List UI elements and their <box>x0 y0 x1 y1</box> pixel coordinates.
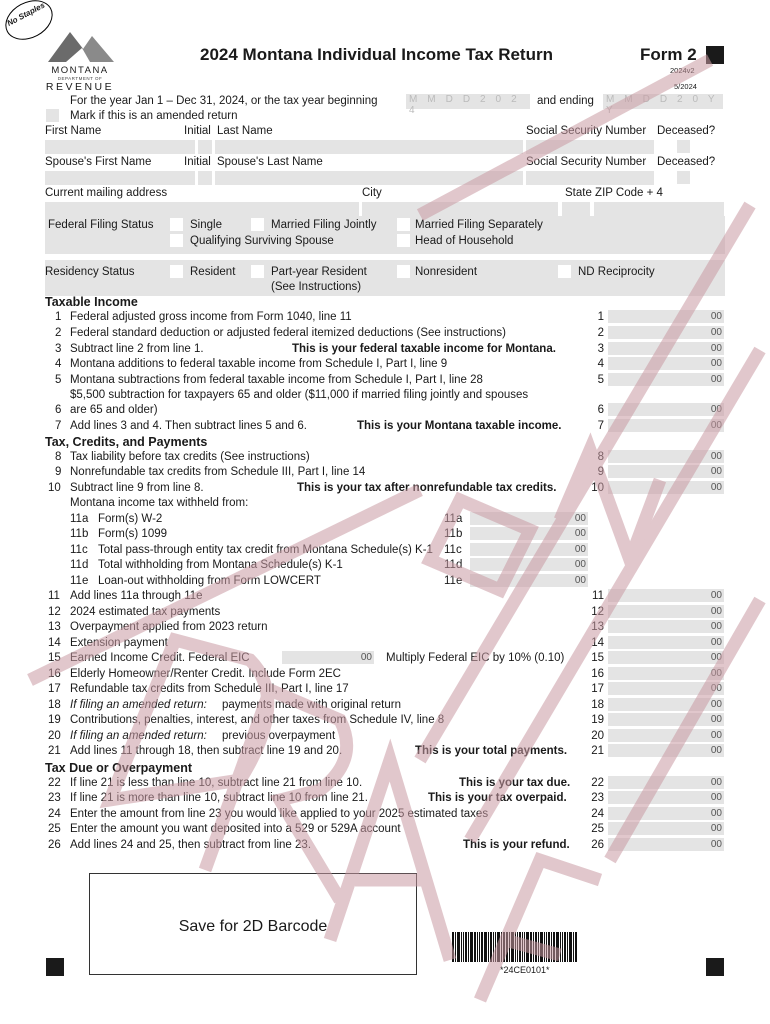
line-9-right-number: 9 <box>597 466 604 478</box>
line-15-text: Earned Income Credit. Federal EIC <box>70 652 250 664</box>
line-8-right-number: 8 <box>597 451 604 463</box>
mfs-checkbox[interactable] <box>397 218 410 231</box>
line-8-number: 8 <box>55 451 62 463</box>
line-11e-cents: 00 <box>574 575 586 586</box>
line-20-text: previous overpayment <box>222 730 336 742</box>
line-10-text: Subtract line 9 from line 8. <box>70 482 204 494</box>
line-11e-inner-number: 11e <box>444 575 463 587</box>
spouse-ssn-field[interactable] <box>526 171 654 185</box>
line-11c-inner-number: 11c <box>444 544 462 556</box>
first-name-field[interactable] <box>45 140 195 154</box>
address-label: Current mailing address <box>45 187 168 199</box>
single-label: Single <box>190 219 222 231</box>
end-date-input[interactable]: M M D D 2 0 Y Y <box>603 94 723 109</box>
line-2-right-number: 2 <box>597 327 604 339</box>
nd-reciprocity-checkbox[interactable] <box>558 265 571 278</box>
line-11c-text: Total pass-through entity tax credit from Montana Schedule(s) K-1 <box>98 544 433 556</box>
corner-mark-bottom-right <box>706 958 724 976</box>
line-2-text: Federal standard deduction or adjusted federal itemized deductions (See instructions) <box>70 327 506 339</box>
line-13-text: Overpayment applied from 2023 return <box>70 621 268 633</box>
barcode-bar <box>470 932 473 962</box>
barcode-bar <box>522 932 523 962</box>
line-11b-inner-number: 11b <box>444 528 463 540</box>
line-16-text: Elderly Homeowner/Renter Credit. Include Form 2EC <box>70 668 341 680</box>
line-18-number: 18 <box>48 699 61 711</box>
hoh-checkbox[interactable] <box>397 234 410 247</box>
line-3-text: Subtract line 2 from line 1. <box>70 343 204 355</box>
barcode-bar <box>553 932 555 962</box>
line-11-right-number: 11 <box>592 590 604 602</box>
line-2-cents: 00 <box>710 327 722 338</box>
last-name-label: Last Name <box>217 125 273 137</box>
section-taxable-income: Taxable Income <box>45 295 138 309</box>
zip-field[interactable] <box>594 202 724 216</box>
barcode-bar <box>560 932 561 962</box>
ssn-label: Social Security Number <box>526 125 647 137</box>
barcode-bar <box>530 932 532 962</box>
spouse-ssn-label: Social Security Number <box>526 156 647 168</box>
line-3-right-number: 3 <box>597 343 604 355</box>
spouse-last-label: Spouse's Last Name <box>217 156 323 168</box>
city-label: City <box>362 187 382 199</box>
line-24-text: Enter the amount from line 23 you would like applied to your 2025 estimated taxes <box>70 808 489 820</box>
mfj-checkbox[interactable] <box>251 218 264 231</box>
barcode-bar <box>465 932 467 962</box>
line-26-number: 26 <box>48 839 61 851</box>
barcode-bar <box>562 932 563 962</box>
barcode-bar <box>556 932 559 962</box>
line-9-cents: 00 <box>710 466 722 477</box>
line-1-cents: 00 <box>710 311 722 322</box>
line-15-text-2: Multiply Federal EIC by 10% (0.10) <box>386 652 565 664</box>
spouse-initial-field[interactable] <box>198 171 212 185</box>
line-5-cents: 00 <box>710 374 722 385</box>
barcode-bar <box>509 932 510 962</box>
line-11c-cents: 00 <box>574 544 586 555</box>
initial-label: Initial <box>184 125 211 137</box>
line-14-cents: 00 <box>710 637 722 648</box>
resident-label: Resident <box>190 266 236 278</box>
line-12-cents: 00 <box>710 606 722 617</box>
barcode-bar <box>477 932 478 962</box>
mfs-label: Married Filing Separately <box>415 219 543 231</box>
barcode-bar <box>546 932 547 962</box>
barcode-bar <box>540 932 543 962</box>
barcode-bar <box>503 932 505 962</box>
line-11-add-text: Add lines 11a through 11e <box>70 590 203 602</box>
line-24-cents: 00 <box>710 808 722 819</box>
line-1-text: Federal adjusted gross income from Form 1040, line 11 <box>70 311 352 323</box>
line-11a-num: 11a <box>70 513 89 525</box>
line-18-right-number: 18 <box>591 699 604 711</box>
barcode-bar <box>457 932 460 962</box>
part-year-checkbox[interactable] <box>251 265 264 278</box>
line-1-number: 1 <box>55 311 62 323</box>
line-7-cents: 00 <box>710 420 722 431</box>
barcode-icon <box>452 932 602 962</box>
line-3-cents: 00 <box>710 343 722 354</box>
single-checkbox[interactable] <box>170 218 183 231</box>
resident-checkbox[interactable] <box>170 265 183 278</box>
line-13-right-number: 13 <box>591 621 604 633</box>
barcode-bar <box>501 932 502 962</box>
form-number: Form 2 <box>640 45 697 64</box>
nd-reciprocity-label: ND Reciprocity <box>578 266 655 278</box>
qss-label: Qualifying Surviving Spouse <box>190 235 334 247</box>
line-11d-num: 11d <box>70 559 89 571</box>
line-25-number: 25 <box>48 823 61 835</box>
filing-status-label: Federal Filing Status <box>48 219 154 231</box>
barcode-bar <box>526 932 529 962</box>
line-16-right-number: 16 <box>591 668 604 680</box>
barcode-bar <box>474 932 476 962</box>
line-22-text: If line 21 is less than line 10, subtract line 21 from line 10. <box>70 777 363 789</box>
section-tax-due: Tax Due or Overpayment <box>45 761 193 775</box>
line-18-cents: 00 <box>710 699 722 710</box>
line-21-number: 21 <box>48 745 61 757</box>
line-20-italic: If filing an amended return: <box>70 730 207 742</box>
line-14-number: 14 <box>48 637 61 649</box>
line-26-emph: This is your refund. <box>463 839 570 851</box>
hoh-label: Head of Household <box>415 235 514 247</box>
line-14-text: Extension payment <box>70 637 168 649</box>
line-6-text: $5,500 subtraction for taxpayers 65 and older ($11,000 if married filing jointly and spouses <box>70 389 529 401</box>
line-16-cents: 00 <box>710 668 722 679</box>
line-6-text-2: are 65 and older) <box>70 404 158 416</box>
barcode-bar <box>511 932 514 962</box>
spouse-deceased-checkbox[interactable] <box>677 171 690 184</box>
barcode-bar <box>538 932 539 962</box>
line-6-number: 6 <box>55 404 62 416</box>
mfj-label: Married Filing Jointly <box>271 219 377 231</box>
barcode-bar <box>544 932 545 962</box>
line-6-cents: 00 <box>710 404 722 415</box>
barcode-bar <box>452 932 454 962</box>
line-19-right-number: 19 <box>591 714 604 726</box>
barcode-bar <box>573 932 574 962</box>
line-21-text: Add lines 11 through 18, then subtract line 19 and 20. <box>70 745 343 757</box>
initial-field[interactable] <box>198 140 212 154</box>
state-zip-label: State ZIP Code + 4 <box>565 187 663 199</box>
line-11c-num: 11c <box>70 544 88 556</box>
first-name-label: First Name <box>45 125 102 137</box>
line-9-number: 9 <box>55 466 62 478</box>
barcode-bar <box>468 932 469 962</box>
line-7-right-number: 7 <box>597 420 604 432</box>
line-23-emph: This is your tax overpaid. <box>428 792 567 804</box>
line-4-cents: 00 <box>710 358 722 369</box>
barcode-bar <box>495 932 496 962</box>
line-20-cents: 00 <box>710 730 722 741</box>
line-19-cents: 00 <box>710 714 722 725</box>
barcode-bar <box>564 932 566 962</box>
line-8-text: Tax liability before tax credits (See instructions) <box>70 451 310 463</box>
line-26-right-number: 26 <box>591 839 604 851</box>
line-7-text: Add lines 3 and 4. Then subtract lines 5 and 6. <box>70 420 307 432</box>
line-10-cents: 00 <box>710 482 722 493</box>
barcode-bar <box>535 932 537 962</box>
part-year-note: (See Instructions) <box>271 281 362 293</box>
line-11-cents: 00 <box>710 590 722 601</box>
barcode-bar <box>519 932 521 962</box>
line-11e-num: 11e <box>70 575 89 587</box>
barcode-bar <box>461 932 462 962</box>
barcode-bar <box>533 932 534 962</box>
line-1-right-number: 1 <box>597 311 604 323</box>
line-22-emph: This is your tax due. <box>459 777 571 789</box>
spouse-initial-label: Initial <box>184 156 211 168</box>
line-25-text: Enter the amount you want deposited into a 529 or 529A account <box>70 823 401 835</box>
barcode-text: *24CE0101* <box>500 965 550 975</box>
tax-year-label: For the year Jan 1 – Dec 31, 2024, or the tax year beginning <box>70 95 378 107</box>
spouse-first-label: Spouse's First Name <box>45 156 152 168</box>
line-7-emph: This is your Montana taxable income. <box>357 420 562 432</box>
barcode-bar <box>575 932 577 962</box>
line-10-number: 10 <box>48 482 61 494</box>
line-26-cents: 00 <box>710 839 722 850</box>
line-5-right-number: 5 <box>597 374 604 386</box>
line-23-right-number: 23 <box>591 792 604 804</box>
line-21-right-number: 21 <box>591 745 604 757</box>
watermark-letter-f <box>480 860 600 1000</box>
line-21-cents: 00 <box>710 745 722 756</box>
amended-label: Mark if this is an amended return <box>70 110 238 122</box>
barcode-bar <box>463 932 464 962</box>
line-4-text: Montana additions to federal taxable income from Schedule I, Part I, line 9 <box>70 358 448 370</box>
begin-date-input[interactable]: M M D D 2 0 2 4 <box>406 94 530 109</box>
barcode-bar <box>455 932 456 962</box>
barcode-placeholder-label: Save for 2D Barcode <box>178 918 328 935</box>
federal-eic-cents: 00 <box>360 652 372 663</box>
barcode-bar <box>490 932 492 962</box>
mountain-logo-icon <box>44 28 116 62</box>
barcode-bar <box>567 932 568 962</box>
line-11a-cents: 00 <box>574 513 586 524</box>
barcode-bar <box>569 932 572 962</box>
line-19-number: 19 <box>48 714 61 726</box>
city-field[interactable] <box>362 202 558 216</box>
line-12-number: 12 <box>48 606 61 618</box>
ssn-field[interactable] <box>526 140 654 154</box>
line-15-cents: 00 <box>710 652 722 663</box>
line-8-cents: 00 <box>710 451 722 462</box>
dor-logo <box>44 28 116 93</box>
barcode-bar <box>515 932 516 962</box>
line-18-text: payments made with original return <box>222 699 401 711</box>
line-22-cents: 00 <box>710 777 722 788</box>
barcode-bar <box>497 932 500 962</box>
logo-revenue: REVENUE <box>45 81 115 93</box>
section-tax-credits: Tax, Credits, and Payments <box>45 435 208 449</box>
line-21-emph: This is your total payments. <box>415 745 568 757</box>
barcode-bar <box>524 932 525 962</box>
part-year-label: Part-year Resident <box>271 266 367 278</box>
barcode-bar <box>517 932 518 962</box>
line-11b-cents: 00 <box>574 528 586 539</box>
line-23-cents: 00 <box>710 792 722 803</box>
state-field[interactable] <box>562 202 590 216</box>
line-12-text: 2024 estimated tax payments <box>70 606 221 618</box>
line-23-text: If line 21 is more than line 10, subtract line 10 from line 21. <box>70 792 368 804</box>
line-3-number: 3 <box>55 343 62 355</box>
logo-department: DEPARTMENT OF <box>57 76 103 81</box>
corner-mark <box>706 46 724 64</box>
line-24-right-number: 24 <box>591 808 604 820</box>
line-4-number: 4 <box>55 358 62 370</box>
barcode-bar <box>551 932 552 962</box>
line-9-text: Nonrefundable tax credits from Schedule III, Part I, line 14 <box>70 466 366 478</box>
line-5-number: 5 <box>55 374 62 386</box>
barcode-bar <box>484 932 487 962</box>
line-11a-text: Form(s) W-2 <box>98 513 163 525</box>
line-5-text: Montana subtractions from federal taxable income from Schedule I, Part I, line 28 <box>70 374 483 386</box>
line-11d-cents: 00 <box>574 559 586 570</box>
line-16-number: 16 <box>48 668 61 680</box>
line-13-cents: 00 <box>710 621 722 632</box>
line-11-number: 11 <box>48 590 60 602</box>
line-19-text: Contributions, penalties, interest, and other taxes from Schedule IV, line 8 <box>70 714 445 726</box>
line-15-right-number: 15 <box>591 652 604 664</box>
line-15-number: 15 <box>48 652 61 664</box>
spouse-last-field[interactable] <box>215 171 523 185</box>
line-11-text: Montana income tax withheld from: <box>70 497 249 509</box>
line-25-right-number: 25 <box>591 823 604 835</box>
line-22-number: 22 <box>48 777 61 789</box>
form-version: 2024v2 <box>670 66 695 75</box>
form-title: 2024 Montana Individual Income Tax Return <box>200 45 553 64</box>
nonresident-checkbox[interactable] <box>397 265 410 278</box>
ending-label: and ending <box>537 95 594 107</box>
line-10-emph: This is your tax after nonrefundable tax credits. <box>297 482 557 494</box>
deceased-label: Deceased? <box>657 125 716 137</box>
line-11e-text: Loan-out withholding from Form LOWCERT <box>98 575 321 587</box>
line-20-right-number: 20 <box>591 730 604 742</box>
corner-mark-bottom-left <box>46 958 64 976</box>
line-13-number: 13 <box>48 621 61 633</box>
line-11d-text: Total withholding from Montana Schedule(s) K-1 <box>98 559 343 571</box>
stamp-text: No Staples <box>5 0 47 28</box>
barcode-bar <box>548 932 550 962</box>
deceased-checkbox[interactable] <box>677 140 690 153</box>
barcode-placeholder-box <box>89 873 417 975</box>
line-25-cents: 00 <box>710 823 722 834</box>
line-17-text: Refundable tax credits from Schedule III, Part I, line 17 <box>70 683 349 695</box>
line-11b-text: Form(s) 1099 <box>98 528 168 540</box>
barcode-bar <box>479 932 480 962</box>
qss-checkbox[interactable] <box>170 234 183 247</box>
line-4-right-number: 4 <box>597 358 604 370</box>
line-6-right-number: 6 <box>597 404 604 416</box>
line-7-number: 7 <box>55 420 62 432</box>
line-22-right-number: 22 <box>591 777 604 789</box>
amended-checkbox[interactable] <box>46 109 59 122</box>
last-name-field[interactable] <box>215 140 523 154</box>
line-23-number: 23 <box>48 792 61 804</box>
line-17-cents: 00 <box>710 683 722 694</box>
line-11b-num: 11b <box>70 528 89 540</box>
logo-montana: MONTANA <box>51 65 109 76</box>
line-26-text: Add lines 24 and 25, then subtract from line 23. <box>70 839 312 851</box>
barcode-bar <box>488 932 489 962</box>
line-10-right-number: 10 <box>591 482 604 494</box>
line-12-right-number: 12 <box>591 606 604 618</box>
line-14-right-number: 14 <box>591 637 604 649</box>
form-date: 5/2024 <box>674 82 697 91</box>
line-17-right-number: 17 <box>591 683 604 695</box>
barcode-bar <box>506 932 508 962</box>
line-11a-inner-number: 11a <box>444 513 463 525</box>
line-11d-inner-number: 11d <box>444 559 463 571</box>
barcode-bar <box>493 932 494 962</box>
spouse-deceased-label: Deceased? <box>657 156 716 168</box>
nonresident-label: Nonresident <box>415 266 478 278</box>
line-2-number: 2 <box>55 327 62 339</box>
barcode-bar <box>481 932 483 962</box>
address-field[interactable] <box>45 202 359 216</box>
line-18-italic: If filing an amended return: <box>70 699 207 711</box>
line-20-number: 20 <box>48 730 61 742</box>
line-24-number: 24 <box>48 808 61 820</box>
residency-label: Residency Status <box>45 266 135 278</box>
line-3-emph: This is your federal taxable income for Montana. <box>292 343 556 355</box>
spouse-first-field[interactable] <box>45 171 195 185</box>
line-17-number: 17 <box>48 683 61 695</box>
